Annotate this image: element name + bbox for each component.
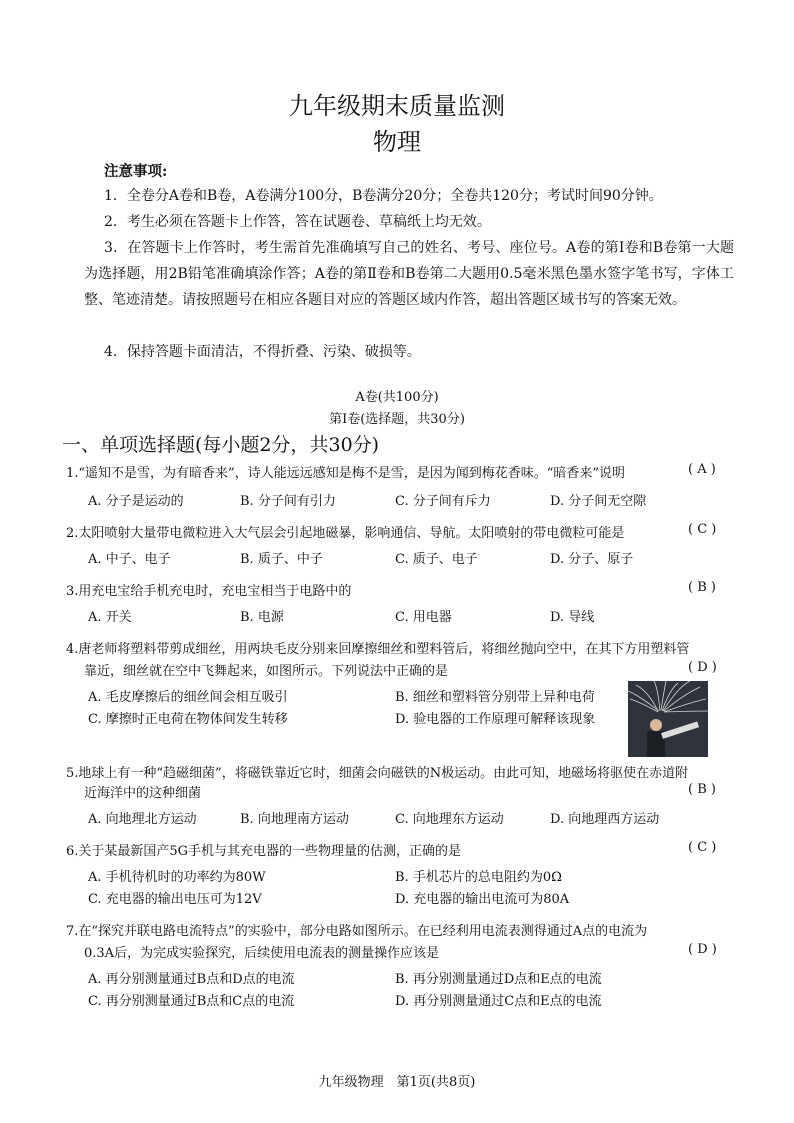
notice-item-2: 2．考生必须在答题卡上作答，答在试题卷、草稿纸上均无效。 [104, 214, 491, 230]
option-d: D. 分子间无空隙 [550, 494, 647, 509]
answer-mark: ( A ) [688, 462, 716, 477]
option-a: A. 中子、电子 [88, 552, 171, 567]
answer-mark: ( B ) [688, 580, 716, 595]
section-heading: 一、单项选择题(每小题2分，共30分) [62, 434, 380, 456]
option-d: D. 验电器的工作原理可解释该现象 [395, 712, 596, 727]
answer-mark: ( C ) [688, 522, 717, 537]
option-b: B. 细丝和塑料管分别带上异种电荷 [395, 690, 595, 705]
option-d: D. 向地理西方运动 [550, 812, 660, 827]
question-text-line-1: 5.地球上有一种“趋磁细菌”，将磁铁靠近它时，细菌会向磁铁的N极运动。由此可知，地磁场将驱使在赤道附 [66, 766, 689, 781]
option-b: B. 分子间有引力 [240, 494, 336, 509]
notice-item-4: 4．保持答题卡面清洁，不得折叠、污染、破损等。 [104, 344, 421, 360]
option-b: B. 再分别测量通过D点和E点的电流 [395, 972, 602, 987]
option-c: C. 摩擦时正电荷在物体间发生转移 [88, 712, 288, 727]
option-a: A. 再分别测量通过B点和D点的电流 [88, 972, 295, 987]
option-a: A. 开关 [88, 610, 132, 625]
question-text-line-2: 0.3A后，为完成实验探究，后续使用电流表的测量操作应该是 [84, 946, 440, 961]
option-c: C. 质子、电子 [395, 552, 478, 567]
option-a: A. 毛皮摩擦后的细丝间会相互吸引 [88, 690, 288, 705]
question-text-line-1: 7.在“探究并联电路电流特点”的实验中，部分电路如图所示。在已经利用电流表测得通过A点的电流为 [66, 924, 648, 939]
notice-heading: 注意事项: [104, 163, 168, 180]
question-text-line-2: 靠近，细丝就在空中飞舞起来，如图所示。下列说法中正确的是 [84, 664, 449, 679]
option-a: A. 分子是运动的 [88, 494, 184, 509]
option-d: D. 导线 [550, 610, 595, 625]
option-c: C. 分子间有斥力 [395, 494, 491, 509]
static-electricity-photo [628, 681, 708, 757]
notice-item-3: 3．在答题卡上作答时，考生需首先准确填写自己的姓名、考号、座位号。A卷的第Ⅰ卷和B卷第一大题为选择题，用2B铅笔准确填涂作答；A卷的第Ⅱ卷和B卷第二大题用0.5毫米黑色墨水签字笔书写，字体工整、笔迹清楚。请按照题号在相应各题目对应的答题区域内作答，超出答题区域书写的答案无效。 [84, 240, 734, 308]
answer-mark: ( D ) [688, 660, 717, 675]
option-b: B. 手机芯片的总电阻约为0Ω [395, 870, 562, 885]
page-footer: 九年级物理 第1页(共8页) [318, 1075, 476, 1090]
part-1-title: 第Ⅰ卷(选择题，共30分) [329, 412, 465, 427]
option-c: C. 充电器的输出电压可为12V [88, 892, 262, 907]
option-d: D. 分子、原子 [550, 552, 634, 567]
question-text: 2.太阳喷射大量带电微粒进入大气层会引起地磁暴，影响通信、导航。太阳喷射的带电微粒可能是 [66, 526, 625, 541]
option-b: B. 向地理南方运动 [240, 812, 349, 827]
photo-illustration [628, 681, 708, 757]
option-c: C. 再分别测量通过B点和C点的电流 [88, 994, 295, 1009]
question-text-line-1: 4.唐老师将塑料带剪成细丝，用两块毛皮分别来回摩擦细丝和塑料管后，将细丝抛向空中，在其下方用塑料管 [66, 642, 690, 657]
option-d: D. 充电器的输出电流可为80A [395, 892, 570, 907]
section-a-title: A卷(共100分) [355, 390, 439, 405]
option-c: C. 向地理东方运动 [395, 812, 504, 827]
question-text: 3.用充电宝给手机充电时，充电宝相当于电路中的 [66, 584, 352, 599]
question-text-line-2: 近海洋中的这种细菌 [84, 786, 202, 801]
answer-mark: ( C ) [688, 840, 717, 855]
answer-mark: ( D ) [688, 942, 717, 957]
option-a: A. 向地理北方运动 [88, 812, 197, 827]
question-text: 1.“遥知不是雪，为有暗香来”，诗人能远远感知是梅不是雪，是因为闻到梅花香味。“暗香来”说明 [66, 466, 625, 481]
option-a: A. 手机待机时的功率约为80W [88, 870, 266, 885]
question-text: 6.关于某最新国产5G手机与其充电器的一些物理量的估测，正确的是 [66, 844, 462, 859]
subject-title: 物理 [373, 128, 421, 156]
page-title: 九年级期末质量监测 [289, 92, 505, 120]
answer-mark: ( B ) [688, 782, 716, 797]
option-c: C. 用电器 [395, 610, 452, 625]
option-b: B. 电源 [240, 610, 284, 625]
notice-item-1: 1．全卷分A卷和B卷，A卷满分100分，B卷满分20分；全卷共120分；考试时间90分钟。 [104, 188, 663, 204]
option-d: D. 再分别测量通过C点和E点的电流 [395, 994, 602, 1009]
option-b: B. 质子、中子 [240, 552, 323, 567]
